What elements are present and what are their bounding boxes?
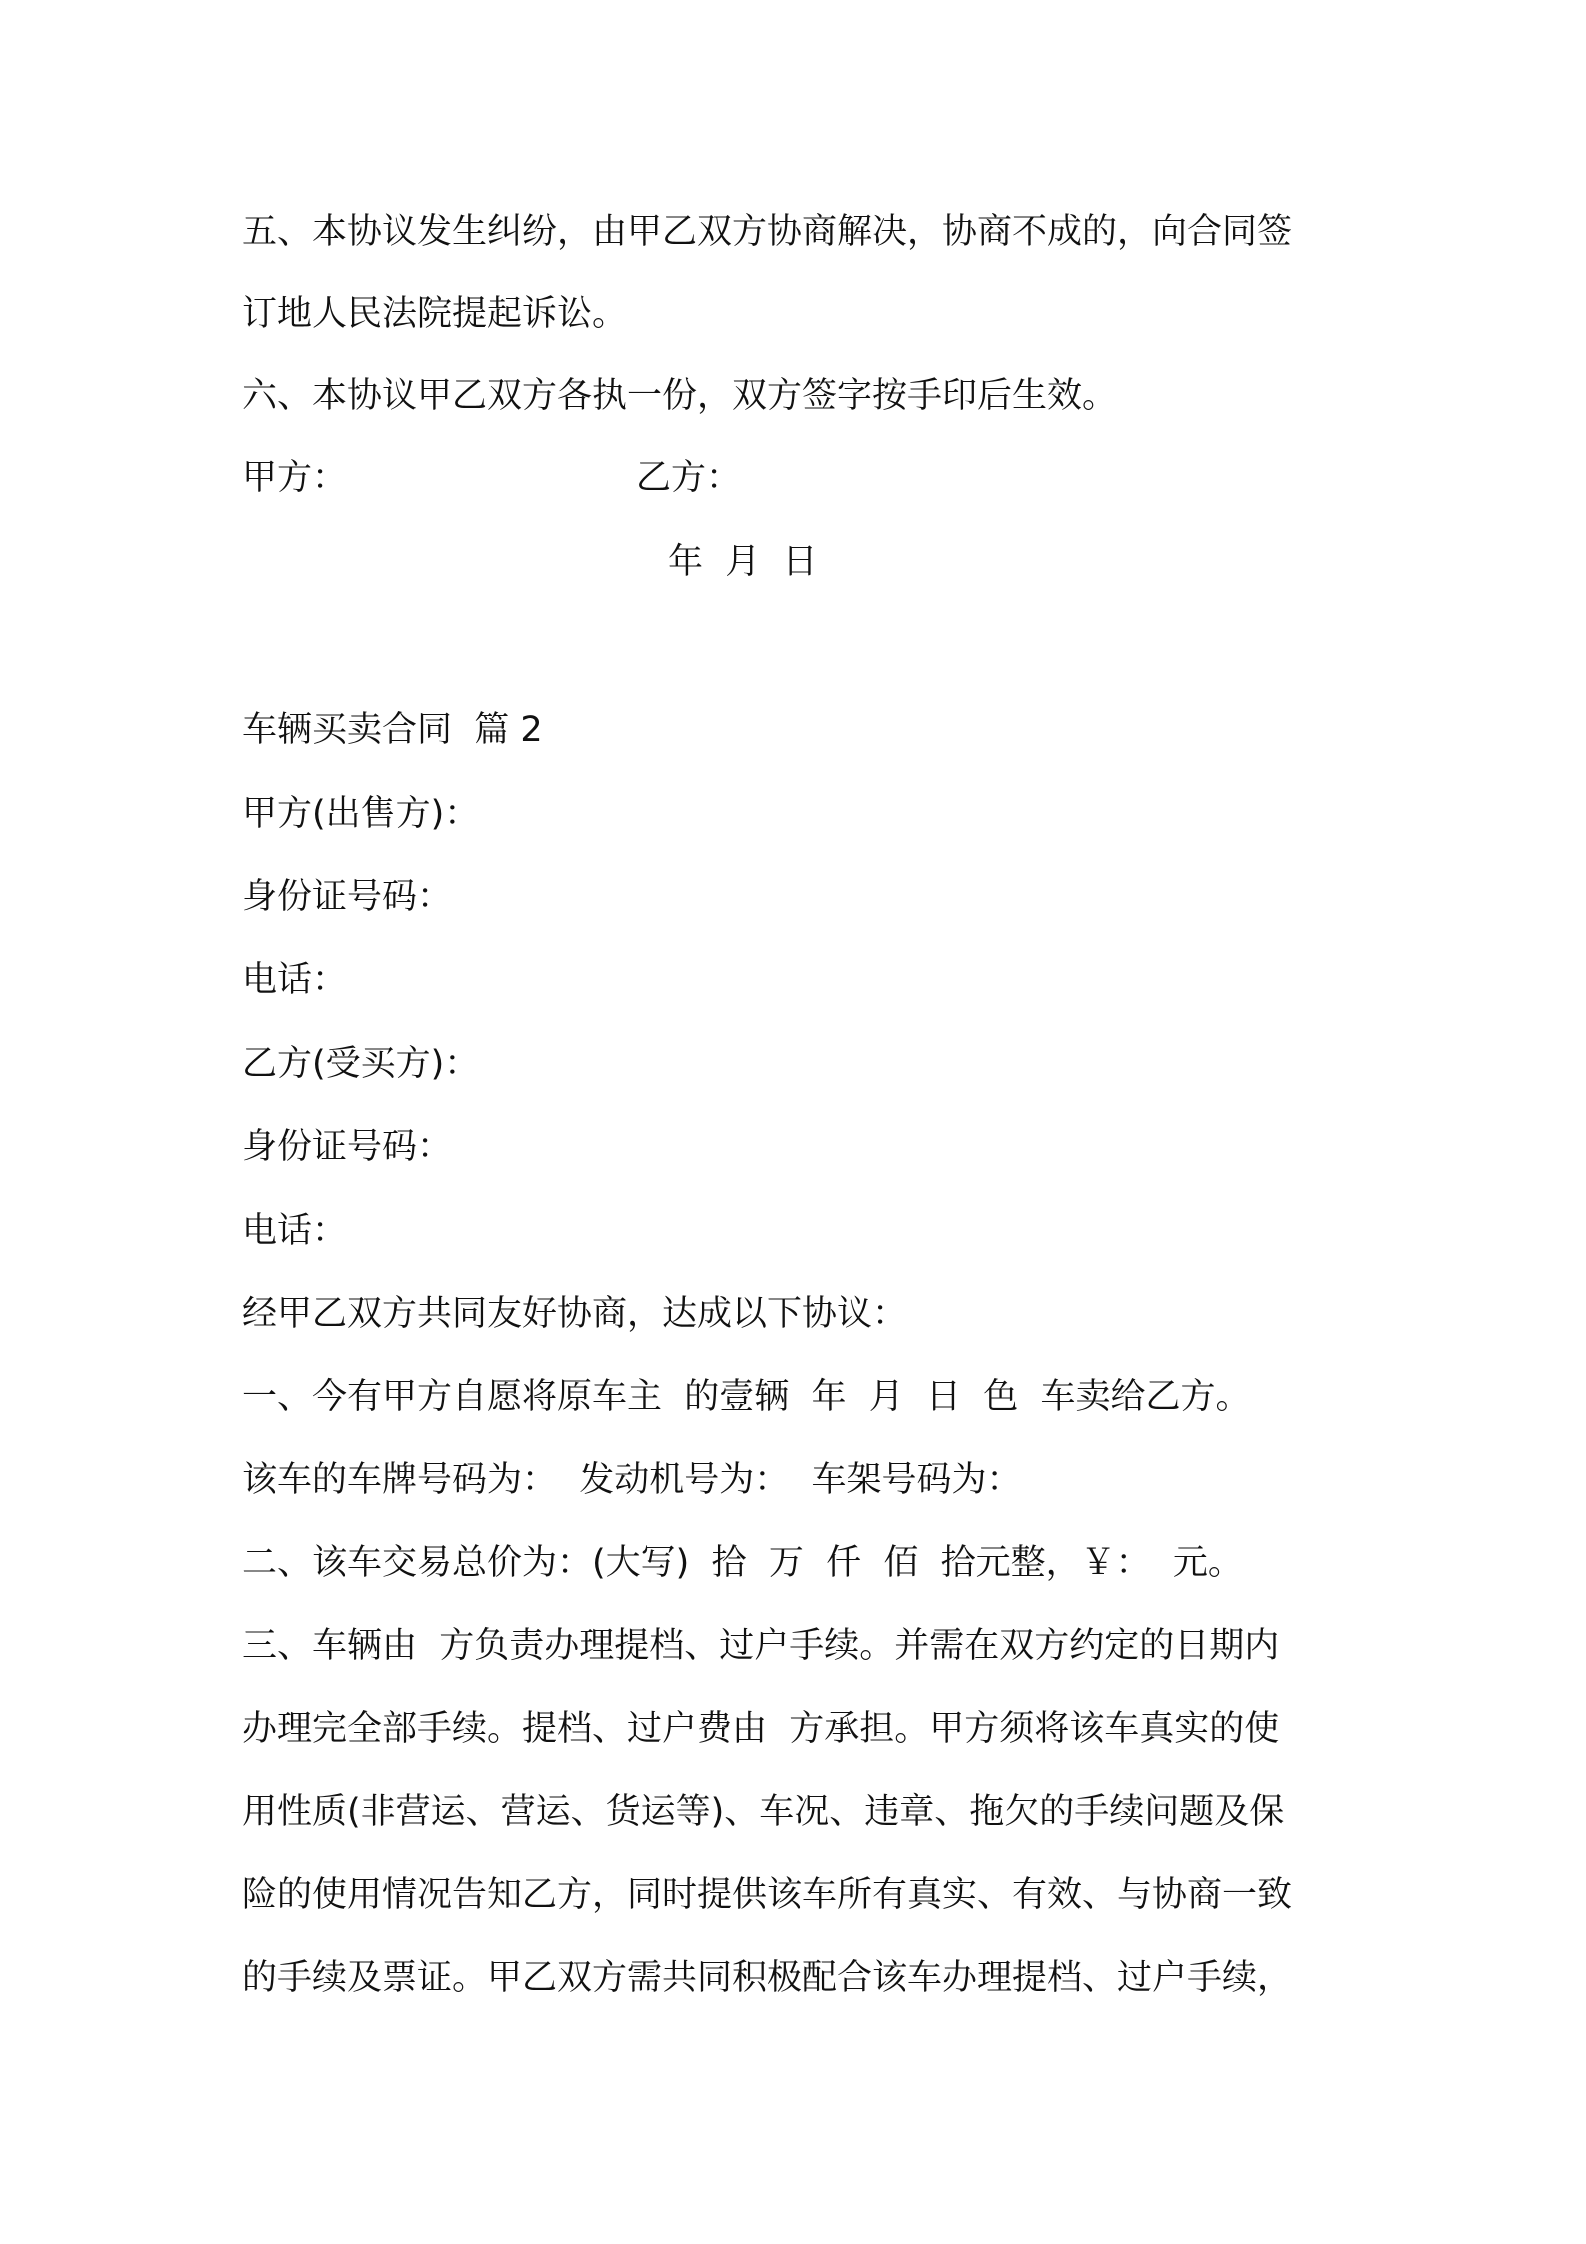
clause-5-line-2: 订地人民法院提起诉讼。 xyxy=(242,294,628,334)
clause-6: 六、本协议甲乙双方各执一份，双方签字按手印后生效。 xyxy=(242,376,1118,416)
clause-1-detail: 该车的车牌号码为： 发动机号为： 车架号码为： xyxy=(242,1460,1022,1500)
clause-3-line: 的手续及票证。甲乙双方需共同积极配合该车办理提档、过户手续， xyxy=(242,1958,1293,1998)
clause-3-line: 险的使用情况告知乙方，同时提供该车所有真实、有效、与协商一致 xyxy=(242,1875,1293,1915)
clause-1: 一、今有甲方自愿将原车主 的壹辆 年 月 日 色 车卖给乙方。 xyxy=(242,1377,1251,1417)
seller-field: 甲方(出售方)： xyxy=(242,794,480,834)
buyer-phone-field: 电话： xyxy=(242,1211,348,1251)
party-b-signature-label: 乙方： xyxy=(636,458,742,498)
clause-5-line-1: 五、本协议发生纠纷，由甲乙双方协商解决，协商不成的，向合同签 xyxy=(242,212,1293,252)
buyer-id-field: 身份证号码： xyxy=(242,1127,453,1167)
seller-phone-field: 电话： xyxy=(242,960,348,1000)
buyer-field: 乙方(受买方)： xyxy=(242,1044,480,1084)
clause-3-line: 三、车辆由 方负责办理提档、过户手续。并需在双方约定的日期内 xyxy=(242,1626,1280,1666)
contract-title: 车辆买卖合同 篇 2 xyxy=(242,710,543,750)
seller-id-field: 身份证号码： xyxy=(242,877,453,917)
clause-3-line: 办理完全部手续。提档、过户费由 方承担。甲方须将该车真实的使 xyxy=(242,1709,1280,1749)
date-line: 年 月 日 xyxy=(668,542,818,582)
clause-3-line: 用性质(非营运、营运、货运等)、车况、违章、拖欠的手续问题及保 xyxy=(242,1792,1285,1832)
party-a-signature-label: 甲方： xyxy=(242,458,348,498)
clause-2: 二、该车交易总价为：(大写) 拾 万 仟 佰 拾元整，￥： 元。 xyxy=(242,1543,1243,1583)
agreement-intro: 经甲乙双方共同友好协商，达成以下协议： xyxy=(242,1294,908,1334)
